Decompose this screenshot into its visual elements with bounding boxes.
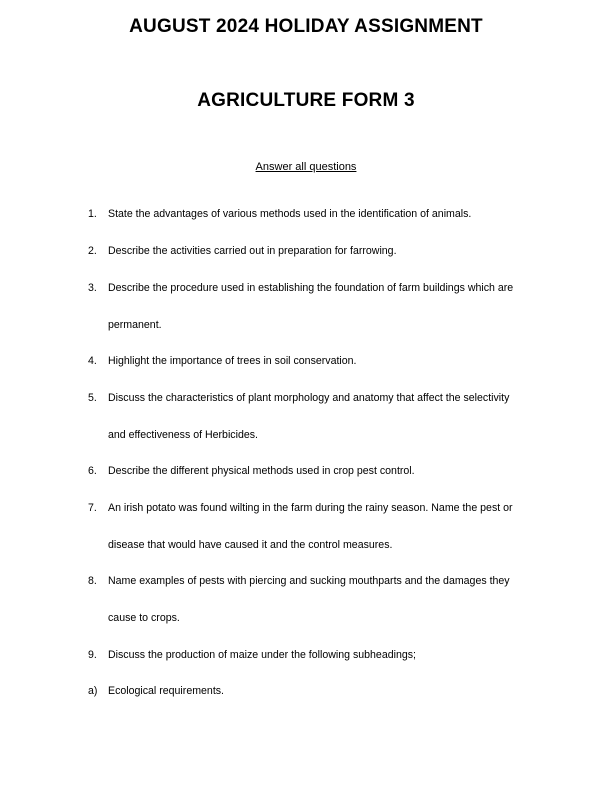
question-text: An irish potato was found wilting in the farm during the rainy season. Name the pest or <box>108 502 513 514</box>
question-text-continuation: and effectiveness of Herbicides. <box>108 429 258 441</box>
question-number: 6. <box>88 465 97 477</box>
question-number: 3. <box>88 282 97 294</box>
subquestion-label: a) <box>88 685 98 697</box>
question-number: 2. <box>88 245 97 257</box>
question-text: Discuss the characteristics of plant morphology and anatomy that affect the selectivity <box>108 392 510 404</box>
question-text: Describe the activities carried out in preparation for farrowing. <box>108 245 397 257</box>
subquestion-text: Ecological requirements. <box>108 685 224 697</box>
question-text-continuation: cause to crops. <box>108 612 180 624</box>
question-text: Highlight the importance of trees in soil conservation. <box>108 355 357 367</box>
question-text: Discuss the production of maize under the following subheadings; <box>108 649 416 661</box>
question-text: Describe the different physical methods used in crop pest control. <box>108 465 415 477</box>
question-number: 5. <box>88 392 97 404</box>
document-subtitle: AGRICULTURE FORM 3 <box>197 90 415 111</box>
question-number: 8. <box>88 575 97 587</box>
question-text: Name examples of pests with piercing and sucking mouthparts and the damages they <box>108 575 510 587</box>
document-title: AUGUST 2024 HOLIDAY ASSIGNMENT <box>129 16 483 37</box>
question-number: 4. <box>88 355 97 367</box>
question-text: State the advantages of various methods used in the identification of animals. <box>108 208 472 220</box>
question-number: 1. <box>88 208 97 220</box>
question-number: 7. <box>88 502 97 514</box>
question-number: 9. <box>88 649 97 661</box>
question-text-continuation: permanent. <box>108 319 162 331</box>
question-text: Describe the procedure used in establishing the foundation of farm buildings which are <box>108 282 514 294</box>
instruction-text: Answer all questions <box>255 161 357 173</box>
question-text-continuation: disease that would have caused it and the control measures. <box>108 539 393 551</box>
